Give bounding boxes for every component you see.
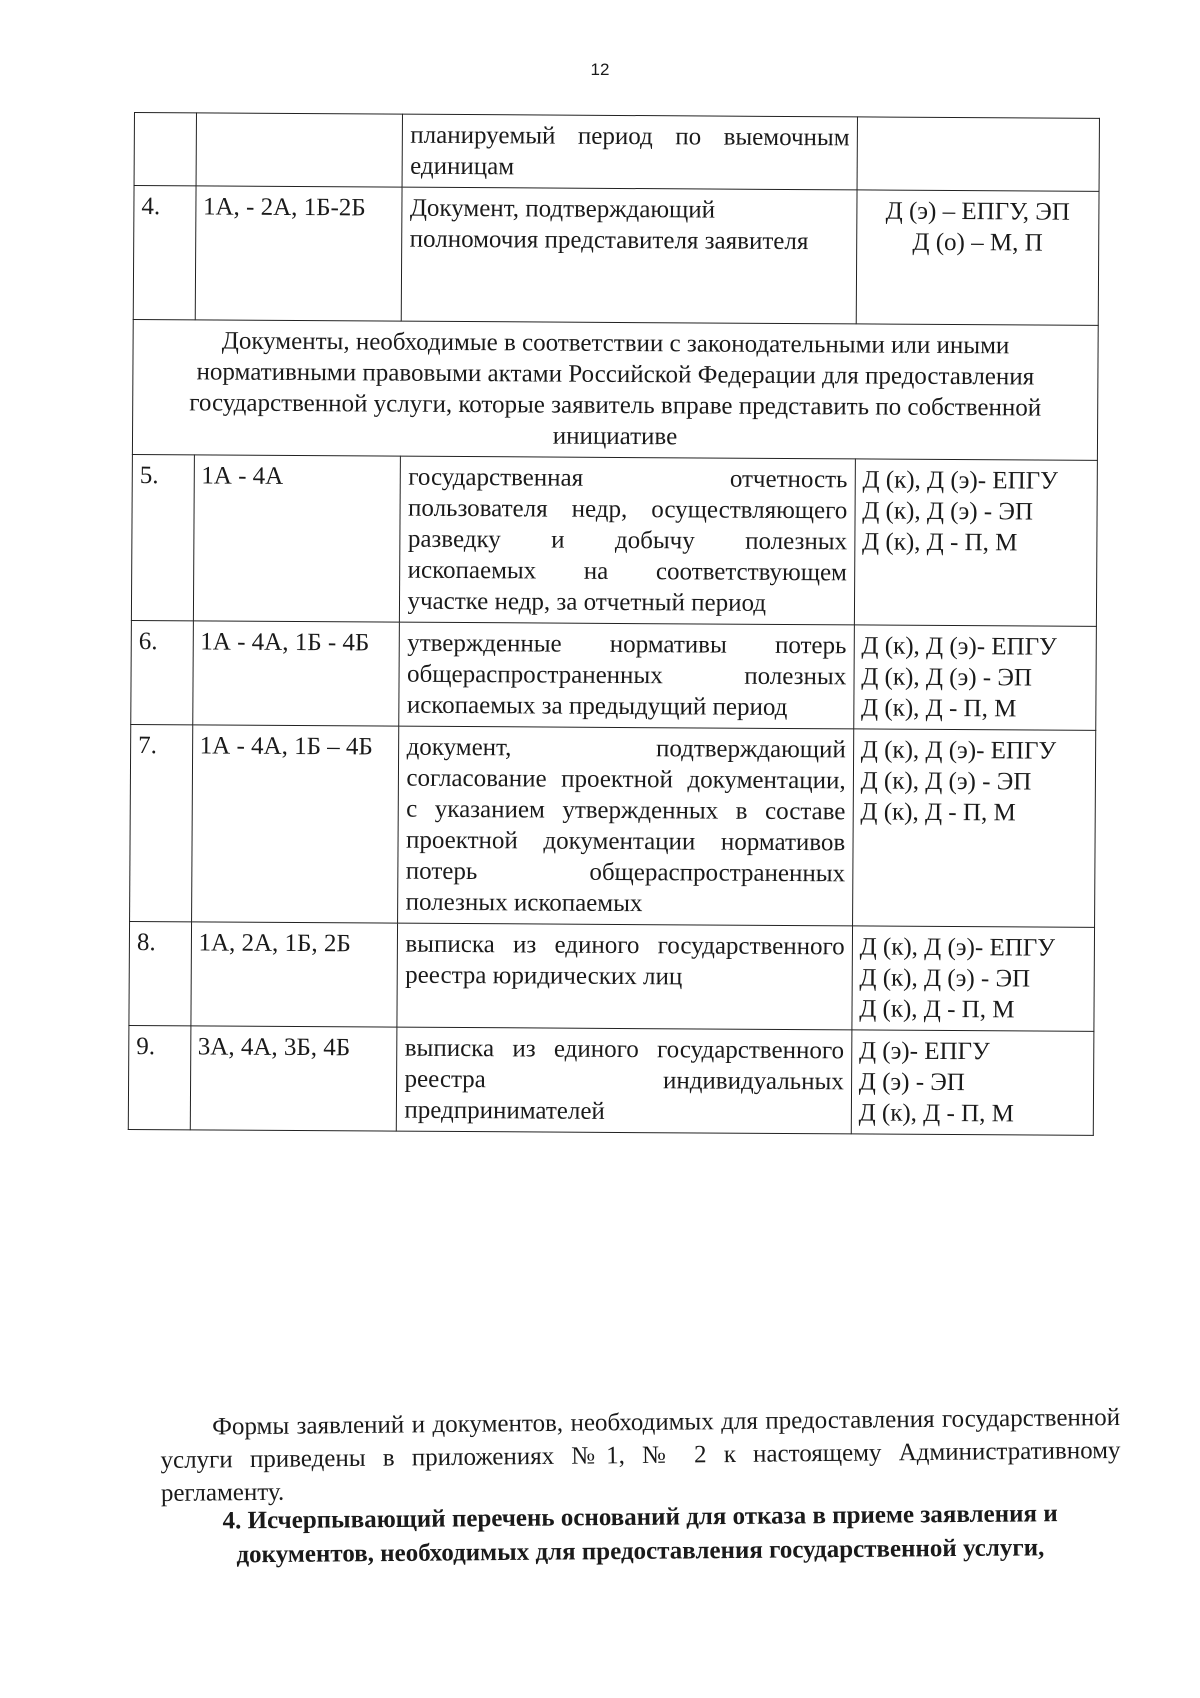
table-row xyxy=(131,454,1097,626)
section-header-row xyxy=(132,319,1098,460)
form-line: Д (к), Д - П, М xyxy=(862,528,1018,557)
page-number: 12 xyxy=(590,60,610,79)
form-line: Д (э) - ЭП xyxy=(858,1068,965,1097)
applicant-category: 3А, 4А, 3Б, 4Б xyxy=(190,1026,398,1131)
table-row xyxy=(129,921,1095,1031)
document-description: выписка из единого государственного реестра индивидуальных предпринимателей xyxy=(397,1027,852,1134)
document-description: утвержденные нормативы потерь общераспространенных полезных ископаемых за предыдущий период xyxy=(399,622,854,729)
form-line: Д (к), Д - П, М xyxy=(861,694,1017,723)
form-line: Д (к), Д (э)- ЕПГУ xyxy=(861,632,1057,661)
form-line: Д (к), Д - П, М xyxy=(860,798,1016,827)
section-header: Документы, необходимые в соответствии с законодательными или иными нормативными правовыми актами Российской Федерации для предоставления государственной услуги, которые заявитель вправе представить по собственной инициативе xyxy=(132,319,1098,460)
document-description: выписка из единого государственного реестра юридических лиц xyxy=(397,923,852,1030)
submission-forms xyxy=(856,190,1099,325)
applicant-category: 1А - 4А, 1Б – 4Б xyxy=(191,725,399,923)
row-number: 6. xyxy=(131,620,193,724)
row-number xyxy=(134,113,196,186)
document-description: Документ, подтверждающий полномочия представителя заявителя xyxy=(402,187,857,324)
submission-forms xyxy=(852,729,1095,927)
applicant-category: 1А - 4А xyxy=(193,455,401,622)
row-number: 7. xyxy=(130,724,193,921)
table-row xyxy=(131,620,1097,730)
applicant-category: 1А, - 2А, 1Б-2Б xyxy=(195,186,403,321)
document-description: государственная отчетность пользователя недр, осуществляющего разведку и добычу полезных ископаемых на соответствующем участке недр, за отчетный период xyxy=(400,456,855,625)
form-line: Д (к), Д (э) - ЭП xyxy=(859,964,1031,993)
applicant-category xyxy=(196,113,403,187)
document-description: планируемый период по выемочным единицам xyxy=(403,114,858,190)
row-number: 8. xyxy=(129,921,191,1025)
form-line: Д (к), Д (э)- ЕПГУ xyxy=(860,736,1057,765)
form-line: Д (к), Д - П, М xyxy=(859,995,1015,1024)
row-number: 4. xyxy=(133,186,195,320)
table-row xyxy=(128,1025,1094,1135)
applicant-category: 1А, 2А, 1Б, 2Б xyxy=(190,922,398,1027)
table-row xyxy=(130,724,1096,927)
table-row xyxy=(133,186,1099,326)
row-number: 5. xyxy=(131,454,194,620)
form-line: Д (к), Д (э)- ЕПГУ xyxy=(859,933,1056,962)
forms-paragraph: Формы заявлений и документов, необходимых для предоставления государственной услуги приведены в приложениях №1, № 2 к настоящему Административному регламенту. xyxy=(160,1403,1121,1507)
applicant-category: 1А - 4А, 1Б - 4Б xyxy=(192,621,400,726)
form-line: Д (к), Д (э) - ЭП xyxy=(861,663,1033,692)
form-line: Д (к), Д (э) - ЭП xyxy=(860,767,1032,796)
submission-forms xyxy=(852,926,1095,1031)
form-line: Д (э)- ЕПГУ xyxy=(858,1037,990,1066)
document-description: документ, подтверждающий согласование проектной документации, с указанием утвержденных в составе проектной документации нормативов потерь общераспространенных полезных ископаемых xyxy=(398,726,853,926)
submission-forms xyxy=(857,117,1100,191)
form-line: Д (к), Д (э) - ЭП xyxy=(862,497,1034,526)
documents-table xyxy=(128,112,1100,1136)
submission-forms xyxy=(854,459,1097,626)
submission-forms xyxy=(853,625,1096,730)
table-row xyxy=(134,113,1099,192)
form-line: Д (к), Д (э)- ЕПГУ xyxy=(862,466,1058,495)
form-line: Д (о) – М, П xyxy=(912,228,1043,257)
section-heading: 4. Исчерпывающий перечень оснований для отказа в приеме заявления и документов, необходимых для предоставления государственной услуги, xyxy=(222,1500,1058,1569)
submission-forms xyxy=(851,1030,1094,1135)
form-line: Д (э) – ЕПГУ, ЭП xyxy=(885,197,1070,226)
row-number: 9. xyxy=(128,1025,190,1129)
form-line: Д (к), Д - П, М xyxy=(858,1099,1014,1128)
